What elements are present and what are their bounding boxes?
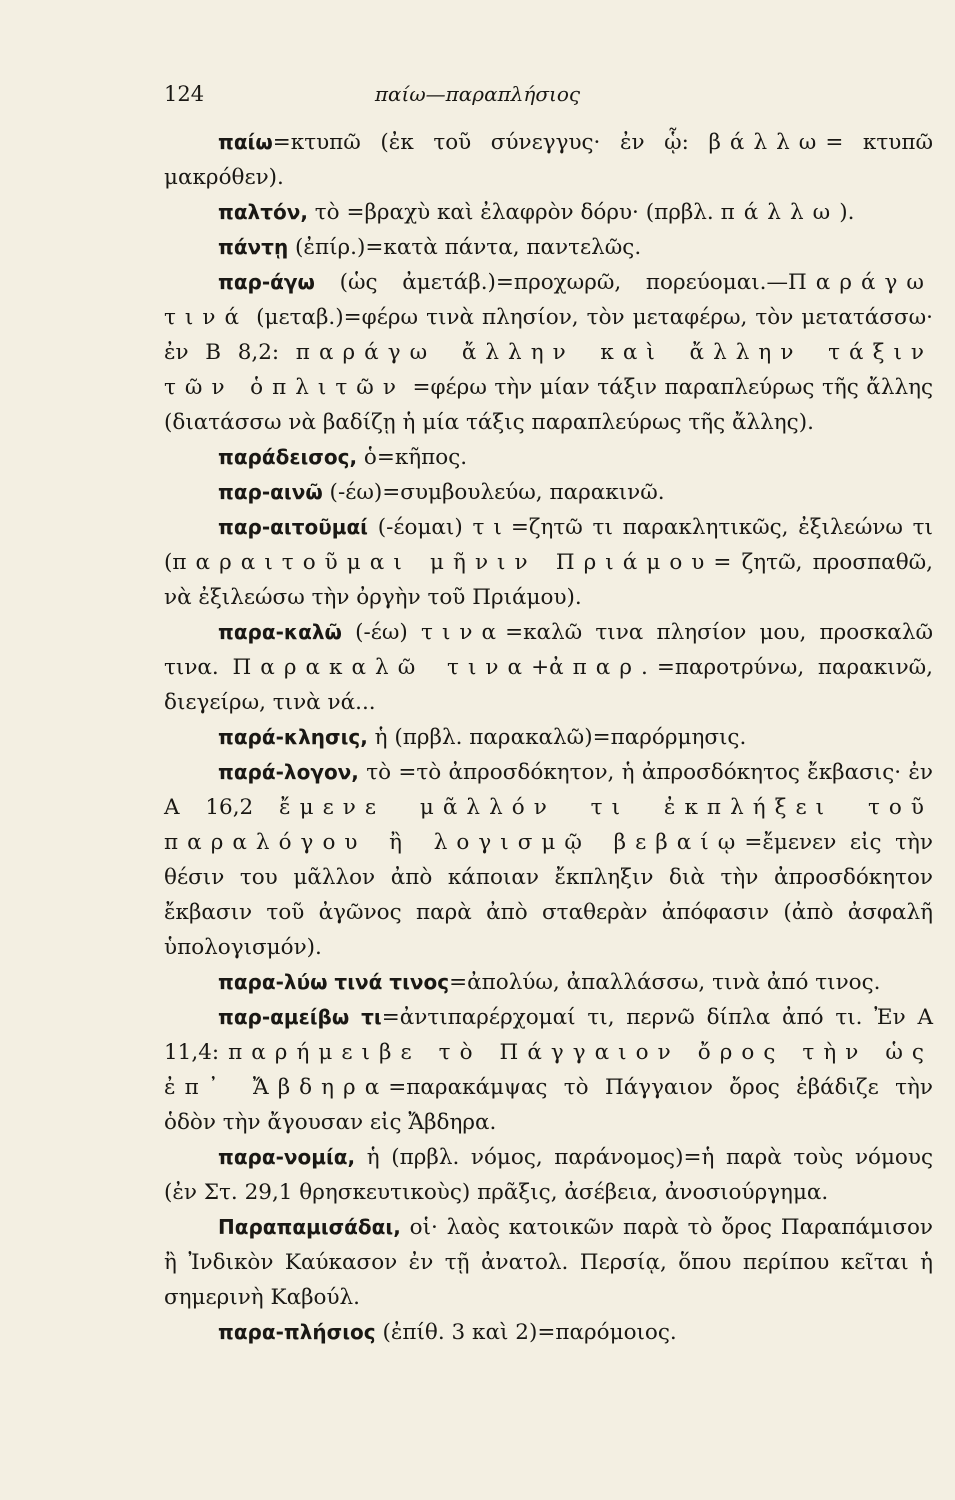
entry-text: =παρακάμψας τὸ Πάγγαιον ὄρος ἐβάδιζε τὴν ὁδὸν τὴν ἄγουσαν εἰς Ἄβδηρα. [164, 1075, 933, 1135]
spaced-quotation: Παράγω τινά [164, 270, 933, 330]
entry-headword: παρ-αινῶ [218, 480, 323, 504]
dictionary-entry [164, 125, 933, 195]
dictionary-entry [164, 720, 933, 755]
dictionary-entry [164, 1315, 933, 1350]
dictionary-entry [164, 510, 933, 615]
entry-headword: παλτόν, [218, 200, 308, 224]
entry-headword: παρά-κλησις, [218, 725, 368, 749]
dictionary-entry [164, 1000, 933, 1140]
entry-headword: παρα-νομία, [218, 1145, 356, 1169]
entry-text: τὸ =βραχὺ καὶ ἐλαφρὸν δόρυ· (πρβλ. [307, 200, 721, 225]
spaced-quotation: ἔμενε μᾶλλόν τι ἐκπλήξει τοῦ παραλόγου ἢ λογισμῷ βεβαίῳ [164, 795, 933, 855]
entry-headword: παρ-αιτοῦμαί [218, 515, 368, 539]
spaced-quotation: πάλλω [720, 200, 840, 225]
entry-text: =καλῶ τινα πλησίον μου, προσκαλῶ τινα. [164, 620, 933, 680]
entry-text: =ἀντιπαρέρχομαί τι, περνῶ δίπλα ἀπό τι. Ἐν Α 11,4: [164, 1005, 933, 1065]
spaced-quotation: παραιτοῦμαι μῆνιν Πριάμου [172, 550, 714, 575]
entry-headword: παρ-αμείβω τι [218, 1005, 382, 1029]
dictionary-entry [164, 230, 933, 265]
entry-text: =ἀπολύω, ἀπαλλάσσω, τινὰ ἀπό τινος. [449, 970, 881, 995]
dictionary-entry [164, 195, 933, 230]
entry-text: = κτυπῶ μακρόθεν). [164, 130, 933, 190]
entry-headword: παρα-πλήσιος [218, 1320, 376, 1344]
entry-headword: παρά-λογον, [218, 760, 359, 784]
entries-column [164, 125, 933, 1350]
dictionary-entry [164, 1210, 933, 1315]
entry-text: (-έομαι) [367, 515, 473, 540]
spaced-quotation: τι [472, 515, 511, 540]
dictionary-entry [164, 440, 933, 475]
dictionary-entry [164, 615, 933, 720]
entry-text: ὁ=κῆπος. [357, 445, 468, 470]
entry-text: (μεταβ.)=φέρω τινὰ πλησίον, τὸν μεταφέρω, τὸν μετατάσσω· ἐν Β 8,2: [164, 305, 933, 365]
spaced-quotation: ἀπαρ. [549, 655, 657, 680]
spaced-quotation: βάλλω [708, 130, 826, 155]
page-number: 124 [164, 82, 205, 106]
entry-text: τὸ =τὸ ἀπροσδόκητον, ἡ ἀπροσδόκητος ἔκβασις· ἐν Α 16,2 [164, 760, 933, 820]
entry-text: ἡ (πρβλ. παρακαλῶ)=παρόρμησις. [367, 725, 747, 750]
dictionary-entry [164, 755, 933, 965]
entry-text: (ἐπίρ.)=κατὰ πάντα, παντελῶς. [288, 235, 642, 260]
entry-text: (-έω) [341, 620, 422, 645]
entry-text: =φέρω τὴν μίαν τάξιν παραπλεύρως τῆς ἄλλης (διατάσσω νὰ βαδίζῃ ἡ μία τάξις παραπλεύρως τῆς ἄλλης). [164, 375, 933, 435]
entry-headword: πάντῃ [218, 235, 289, 259]
entry-headword: παίω [218, 130, 273, 154]
entry-text: (-έω)=συμβουλεύω, παρακινῶ. [322, 480, 665, 505]
entry-text: ). [839, 200, 855, 225]
spaced-quotation: παρήμειβε τὸ Πάγγαιον ὄρος τὴν ὡς ἐπ᾽ Ἄβδηρα [164, 1040, 933, 1100]
entry-text: = ζητῶ, προσπαθῶ, νὰ ἐξιλεώσω τὴν ὀργὴν τοῦ Πριάμου). [164, 550, 933, 610]
spaced-quotation: παράγω ἄλλην καὶ ἄλλην τάξιν τῶν ὁπλιτῶν [164, 340, 933, 400]
dictionary-entry [164, 265, 933, 440]
dictionary-entry [164, 1140, 933, 1210]
entry-text: =ἔμενεν εἰς τὴν θέσιν του μᾶλλον ἀπὸ κάποιαν ἔκπληξιν διὰ τὴν ἀπροσδόκητον ἔκβασιν τοῦ ἀγῶνος παρὰ ἀπὸ σταθερὰν ἀπόφασιν (ἀπὸ ἀσφαλῆ ὑπολογισμόν). [164, 830, 933, 960]
entry-headword: παράδεισος, [218, 445, 358, 469]
dictionary-entry [164, 965, 933, 1000]
dictionary-entry [164, 475, 933, 510]
spaced-quotation: Παρακαλῶ τινα [232, 655, 532, 680]
entry-text: (ἐπίθ. 3 καὶ 2)=παρόμοιος. [375, 1320, 677, 1345]
entry-headword: παρα-λύω τινά τινος [218, 970, 450, 994]
entry-text: =κτυπῶ (ἐκ τοῦ σύνεγγυς· ἐν ᾧ: [272, 130, 709, 155]
entry-text: ἡ (πρβλ. νόμος, παράνομος)=ἡ παρὰ τοὺς νόμους (ἐν Στ. 29,1 θρησκευτικοὺς) πρᾶξις, ἀσέβεια, ἀνοσιούργημα. [164, 1145, 933, 1205]
entry-headword: Παραπαμισάδαι, [218, 1215, 401, 1239]
entry-text: =παροτρύνω, παρακινῶ, διεγείρω, τινὰ νά... [164, 655, 933, 715]
running-head: παίω—παραπλήσιος [374, 82, 581, 106]
entry-headword: παρα-καλῶ [218, 620, 342, 644]
spaced-quotation: τινα [421, 620, 506, 645]
entry-text: (ὡς ἀμετάβ.)=προχωρῶ, πορεύομαι.— [314, 270, 788, 295]
entry-text: οἱ· λαὸς κατοικῶν παρὰ τὸ ὄρος Παραπάμισον ἢ Ἰνδικὸν Καύκασον ἐν τῇ ἀνατολ. Περσίᾳ, ὅπου περίπου κεῖται ἡ σημερινὴ Καβούλ. [164, 1215, 933, 1310]
entry-text: =ζητῶ τι παρακλητικῶς, ἐξιλεώνω τι ( [164, 515, 933, 575]
entry-headword: παρ-άγω [218, 270, 315, 294]
entry-text: + [531, 655, 550, 680]
